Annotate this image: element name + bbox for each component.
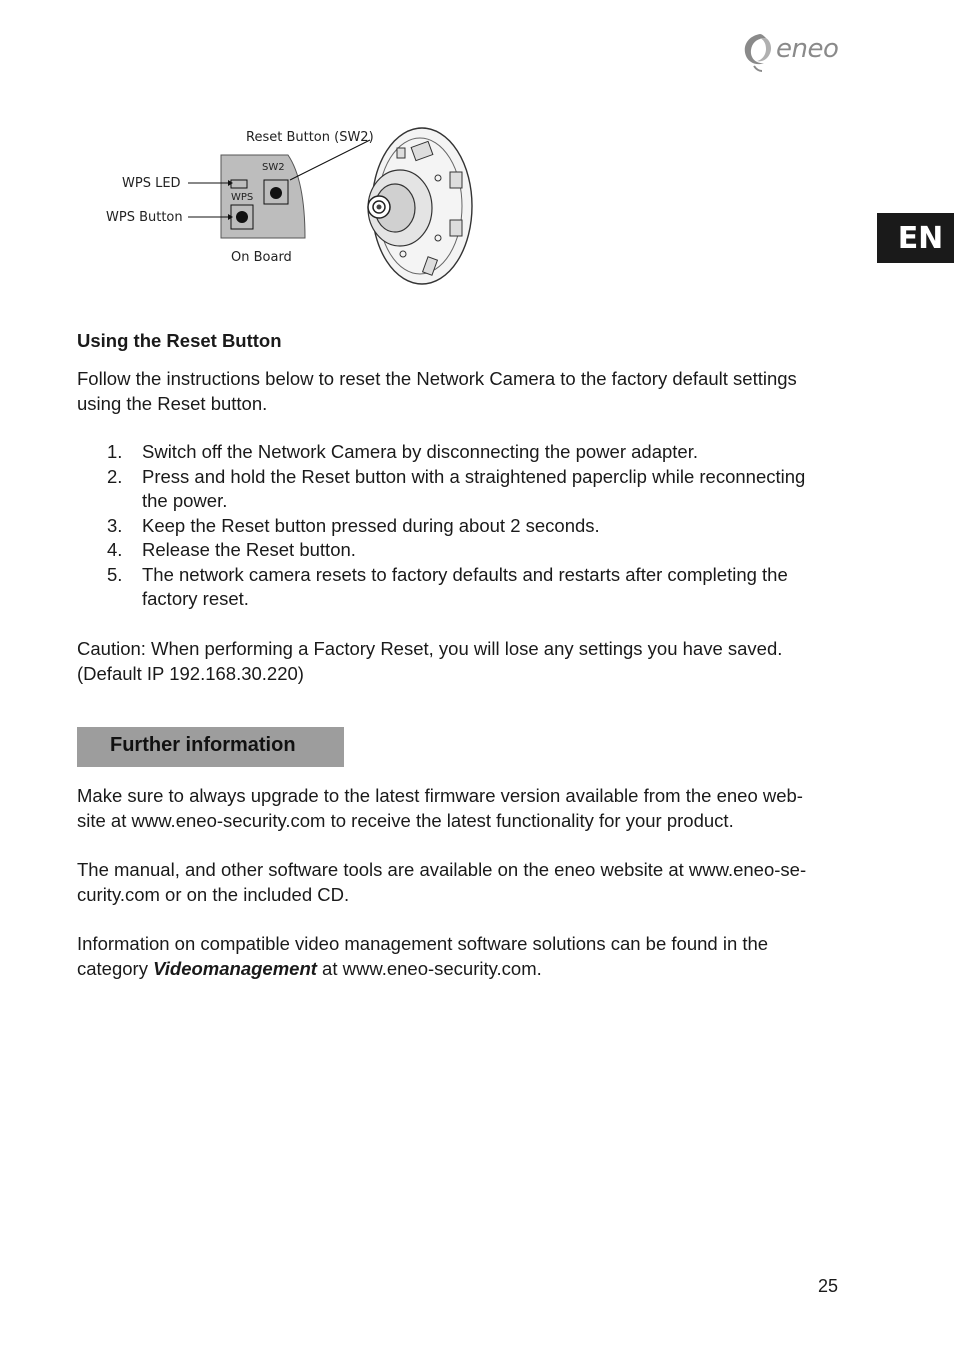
paragraph-line: site at www.eneo-security.com to receive the latest functionality for your product.	[77, 809, 734, 831]
sw2-label: SW2	[262, 162, 285, 173]
eneo-logo	[740, 30, 840, 72]
further-info-heading: Further information	[110, 734, 296, 756]
caution-line: Caution: When performing a Factory Reset, you will lose any settings you have saved.	[77, 638, 783, 659]
eneo-swirl-icon	[740, 30, 776, 72]
step-number: 2.	[107, 465, 123, 487]
paragraph-line: curity.com or on the included CD.	[77, 883, 350, 905]
paragraph-text: at www.eneo-security.com.	[316, 957, 542, 979]
language-tab: EN	[877, 213, 954, 263]
step-number: 4.	[107, 539, 123, 560]
paragraph-line	[77, 957, 847, 982]
step-number: 5.	[107, 563, 123, 585]
paragraph-line: Make sure to always upgrade to the latest firmware version available from the eneo web-	[77, 785, 803, 806]
reset-steps-list	[77, 440, 847, 612]
further-info-heading-bar	[77, 727, 344, 767]
page-number: 25	[817, 1276, 838, 1296]
list-item	[77, 514, 847, 539]
paragraph-line: The manual, and other software tools are available on the eneo website at www.eneo-se-	[77, 859, 807, 880]
list-item	[77, 563, 847, 612]
videomanagement-emphasis: Videomanagement	[153, 957, 317, 979]
reset-section-heading: Using the Reset Button	[77, 330, 282, 351]
step-number: 1.	[107, 441, 123, 462]
reset-intro	[77, 367, 847, 416]
step-text: The network camera resets to factory defaults and restarts after completing the	[142, 563, 788, 585]
firmware-paragraph	[77, 784, 847, 833]
step-text: Keep the Reset button pressed during about 2 seconds.	[142, 514, 600, 536]
list-item	[77, 465, 847, 514]
step-text: the power.	[142, 490, 228, 511]
caution-line: (Default IP 192.168.30.220)	[77, 662, 304, 684]
reset-intro-line: using the Reset button.	[77, 392, 268, 414]
vms-paragraph	[77, 932, 847, 981]
step-number: 3.	[107, 514, 123, 536]
caution-note	[77, 637, 847, 686]
list-item	[77, 440, 847, 465]
on-board-label: On Board	[231, 250, 292, 265]
wps-label: WPS	[231, 192, 254, 203]
wps-button-label: WPS Button	[106, 210, 183, 225]
reset-intro-line: Follow the instructions below to reset the Network Camera to the factory default settings	[77, 368, 797, 389]
manual-paragraph	[77, 858, 847, 907]
list-item	[77, 538, 847, 563]
wps-led-label: WPS LED	[122, 176, 181, 191]
paragraph-line: Information on compatible video management software solutions can be found in the	[77, 933, 769, 954]
step-text: Press and hold the Reset button with a straightened paperclip while reconnecting	[142, 465, 806, 487]
paragraph-text: category	[77, 957, 154, 979]
logo-text: eneo	[776, 34, 839, 64]
reset-button-label: Reset Button (SW2)	[246, 130, 374, 145]
step-text: Release the Reset button.	[142, 539, 356, 560]
step-text: factory reset.	[142, 588, 249, 609]
step-text: Switch off the Network Camera by disconnecting the power adapter.	[142, 441, 698, 462]
reset-button-figure	[100, 120, 480, 290]
